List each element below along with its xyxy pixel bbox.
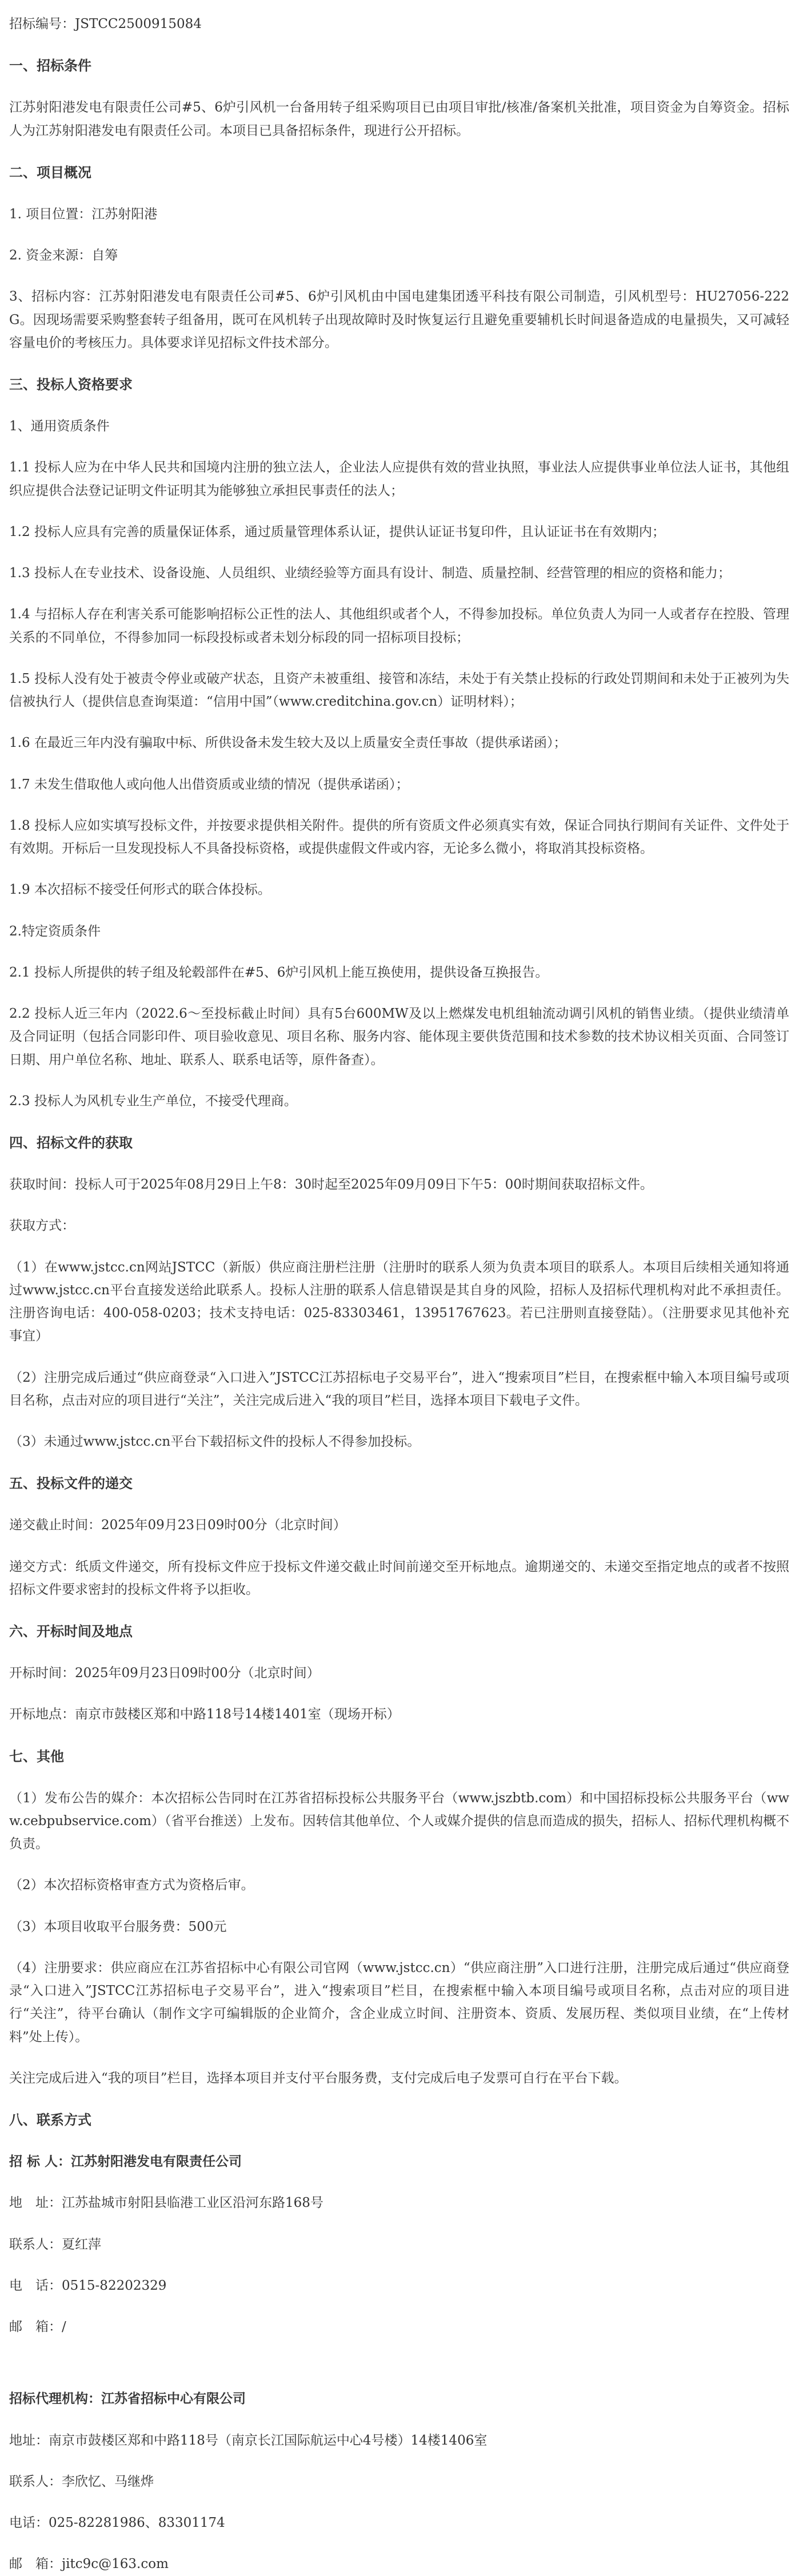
- paragraph: 邮 箱：jitc9c@163.com: [9, 2557, 169, 2572]
- paragraph: 1.3 投标人在专业技术、设备设施、人员组织、业绩经验等方面具有设计、制造、质量控制、经营管理的相应的资格和能力；: [9, 566, 731, 581]
- paragraph: 电 话：0515-82202329: [9, 2278, 167, 2293]
- paragraph: 1.9 本次招标不接受任何形式的联合体投标。: [9, 882, 271, 898]
- paragraph: 获取时间：投标人可于2025年08月29日上午8：30时起至2025年09月09日下午5：00时期间获取招标文件。: [9, 1177, 653, 1192]
- paragraph: 1.4 与招标人存在利害关系可能影响招标公正性的法人、其他组织或者个人，不得参加投标。单位负责人为同一人或者存在控股、管理关系的不同单位，不得参加同一标段投标或者未划分标段的同一招标项目投标；: [9, 607, 789, 645]
- paragraph: 开标时间：2025年09月23日09时00分（北京时间）: [9, 1666, 320, 1681]
- paragraph: 关注完成后进入“我的项目”栏目，选择本项目并支付平台服务费，支付完成后电子发票可自行在平台下载。: [9, 2070, 628, 2086]
- paragraph: 地 址：江苏盐城市射阳县临港工业区沿河东路168号: [9, 2195, 323, 2211]
- section-heading: 三、投标人资格要求: [9, 376, 133, 393]
- paragraph: 2. 资金来源：自筹: [9, 248, 118, 263]
- paragraph: 2.2 投标人近三年内（2022.6～至投标截止时间）具有5台600MW及以上燃煤发电机组轴流动调引风机的销售业绩。（提供业绩清单及合同证明（包括合同影印件、项目验收意见、项目名称、服务内容、能体现主要供货范围和技术参数的技术协议相关页面、合同签订日期、用户单位名称、地址、联系人、联系电话等，原件备查）。: [9, 1006, 789, 1067]
- paragraph: 获取方式：: [9, 1218, 75, 1234]
- paragraph: 2.特定资质条件: [9, 923, 101, 939]
- paragraph: （3）本项目收取平台服务费：500元: [9, 1919, 227, 1934]
- paragraph: 1.8 投标人应如实填写投标文件，并按要求提供相关附件。提供的所有资质文件必须真实有效，保证合同执行期间有关证件、文件处于有效期。开标后一旦发现投标人不具备投标资格，或提供虚假文件或内容，无论多么微小，将取消其投标资格。: [9, 818, 789, 856]
- paragraph: 3、招标内容：江苏射阳港发电有限责任公司#5、6炉引风机由中国电建集团透平科技有限公司制造，引风机型号：HU27056-222G。因现场需要采购整套转子组备用，既可在风机转子出现故障时及时恢复运行且避免重要辅机长时间退备造成的电量损失，又可减轻容量电价的考核压力。具体要求详见招标文件技术部分。: [9, 289, 789, 350]
- paragraph: 邮 箱：/: [9, 2319, 66, 2334]
- section-heading: 八、联系方式: [9, 2111, 91, 2128]
- paragraph: 1、通用资质条件: [9, 419, 110, 434]
- paragraph: 2.3 投标人为风机专业生产单位，不接受代理商。: [9, 1093, 297, 1109]
- paragraph: 2.1 投标人所提供的转子组及轮毂部件在#5、6炉引风机上能互换使用，提供设备互换报告。: [9, 965, 549, 980]
- paragraph: 递交截止时间：2025年09月23日09时00分（北京时间）: [9, 1518, 346, 1533]
- paragraph: 江苏射阳港发电有限责任公司#5、6炉引风机一台备用转子组采购项目已由项目审批/核准/备案机关批准，项目资金为自筹资金。招标人为江苏射阳港发电有限责任公司。本项目已具备招标条件，现进行公开招标。: [9, 100, 789, 138]
- paragraph: 1.6 在最近三年内没有骗取中标、所供设备未发生较大及以上质量安全责任事故（提供承诺函）；: [9, 735, 567, 751]
- paragraph: 联系人：夏红萍: [9, 2237, 101, 2252]
- paragraph: 1.5 投标人没有处于被责令停业或破产状态，且资产未被重组、接管和冻结，未处于有关禁止投标的行政处罚期间和未处于正被列为失信被执行人（提供信息查询渠道：“信用中国”（www.creditchina.gov.cn）证明材料）；: [9, 671, 789, 709]
- section-heading: 七、其他: [9, 1747, 64, 1765]
- section-heading: 六、开标时间及地点: [9, 1623, 133, 1639]
- paragraph: 1.7 未发生借取他人或向他人出借资质或业绩的情况（提供承诺函）；: [9, 777, 409, 792]
- paragraph: （3）未通过www.jstcc.cn平台下载招标文件的投标人不得参加投标。: [9, 1434, 421, 1449]
- section-heading: 四、招标文件的获取: [9, 1134, 133, 1151]
- paragraph: 招标代理机构：江苏省招标中心有限公司: [9, 2391, 246, 2407]
- paragraph: 联系人：李欣忆、马继烨: [9, 2474, 154, 2489]
- paragraph: 地址：南京市鼓楼区郑和中路118号（南京长江国际航运中心4号楼）14楼1406室: [9, 2433, 488, 2448]
- section-heading: 一、招标条件: [9, 57, 91, 74]
- section-heading: 二、项目概况: [9, 163, 91, 181]
- paragraph: （2）本次招标资格审查方式为资格后审。: [9, 1878, 254, 1893]
- paragraph: 电话：025-82281986、83301174: [9, 2515, 225, 2530]
- paragraph: （1）在www.jstcc.cn网站JSTCC（新版）供应商注册栏注册（注册时的联系人须为负责本项目的联系人。本项目后续相关通知将通过www.jstcc.cn平台直接发送给此联系人。投标人注册的联系人信息错误是其自身的风险，招标人及招标代理机构对此不承担责任。注册咨询电话：400-058-0203；技术支持电话：025-83303461，13951767623。若已注册则直接登陆）。（注册要求见其他补充事宜）: [9, 1259, 789, 1344]
- paragraph: 1.2 投标人应具有完善的质量保证体系，通过质量管理体系认证，提供认证证书复印件，且认证证书在有效期内；: [9, 524, 665, 539]
- paragraph: 招标编号：JSTCC2500915084: [9, 17, 202, 31]
- paragraph: （4）注册要求：供应商应在江苏省招标中心有限公司官网（www.jstcc.cn）“供应商注册”入口进行注册，注册完成后通过“供应商登录“入口进入”JSTCC江苏招标电子交易平台”，进入“搜索项目”栏目，在搜索框中输入本项目编号或项目名称，点击对应的项目进行“关注”，待平台确认（制作文字可编辑版的企业简介，含企业成立时间、注册资本、资质、发展历程、类似项目业绩，在“上传材料”处上传）。: [9, 1960, 789, 2045]
- paragraph: 1.1 投标人应为在中华人民共和国境内注册的独立法人，企业法人应提供有效的营业执照，事业法人应提供事业单位法人证书，其他组织应提供合法登记证明文件证明其为能够独立承担民事责任的法人；: [9, 460, 789, 498]
- paragraph: 开标地点：南京市鼓楼区郑和中路118号14楼1401室（现场开标）: [9, 1707, 400, 1722]
- paragraph: （1）发布公告的媒介：本次招标公告同时在江苏省招标投标公共服务平台（www.jszbtb.com）和中国招标投标公共服务平台（www.cebpubservice.com）（省平台推送）上发布。因转信其他单位、个人或媒介提供的信息而造成的损失，招标人、招标代理机构概不负责。: [9, 1790, 789, 1851]
- paragraph: 1. 项目位置：江苏射阳港: [9, 206, 158, 222]
- paragraph: 招 标 人：江苏射阳港发电有限责任公司: [9, 2154, 242, 2169]
- paragraph: （2）注册完成后通过“供应商登录“入口进入”JSTCC江苏招标电子交易平台”，进入“搜索项目”栏目，在搜索框中输入本项目编号或项目名称，点击对应的项目进行“关注”，关注完成后进入“我的项目”栏目，选择本项目下载电子文件。: [9, 1370, 789, 1408]
- section-heading: 五、投标文件的递交: [9, 1475, 133, 1492]
- paragraph: 递交方式：纸质文件递交，所有投标文件应于投标文件递交截止时间前递交至开标地点。逾期递交的、未递交至指定地点的或者不按照招标文件要求密封的投标文件将予以拒收。: [9, 1559, 789, 1597]
